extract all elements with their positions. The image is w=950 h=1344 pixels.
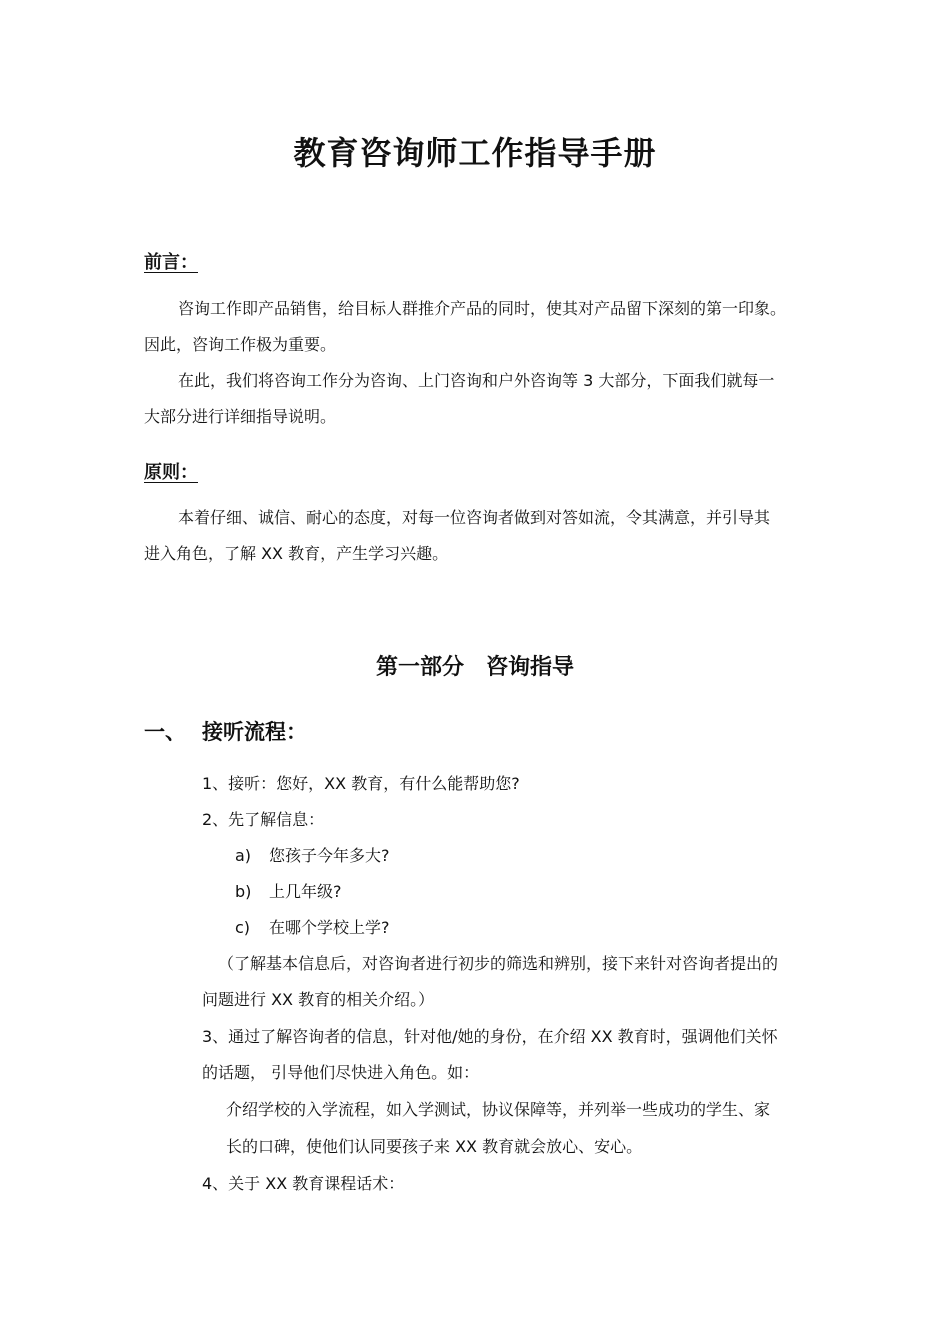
principle-heading: 原则： bbox=[144, 462, 198, 483]
section-title: 接听流程： bbox=[202, 720, 307, 744]
sub-item bbox=[235, 910, 390, 946]
preface-line: 因此，咨询工作极为重要。 bbox=[144, 335, 337, 354]
step-4: 4、关于 XX 教育课程话术： bbox=[202, 1174, 405, 1193]
step-3: 3、通过了解咨询者的信息，针对他/她的身份，在介绍 XX 教育时，强调他们关怀 bbox=[202, 1027, 778, 1046]
principle-paragraph bbox=[144, 500, 814, 572]
step-1: 1、接听：您好，XX 教育，有什么能帮助您? bbox=[202, 774, 520, 793]
sub-item-text: 上几年级? bbox=[269, 882, 342, 901]
sub-item-letter: c) bbox=[235, 918, 251, 937]
note-line: 问题进行 XX 教育的相关介绍。） bbox=[202, 990, 435, 1009]
sub-item bbox=[235, 874, 342, 910]
example-line: 长的口碑，使他们认同要孩子来 XX 教育就会放心、安心。 bbox=[226, 1137, 643, 1156]
example-line: 介绍学校的入学流程，如入学测试，协议保障等，并列举一些成功的学生、家 bbox=[226, 1100, 771, 1119]
principle-line: 本着仔细、诚信、耐心的态度，对每一位咨询者做到对答如流，令其满意，并引导其 bbox=[178, 508, 771, 527]
preface-line: 咨询工作即产品销售，给目标人群推介产品的同时，使其对产品留下深刻的第一印象。 bbox=[178, 299, 787, 318]
sub-item-text: 您孩子今年多大? bbox=[269, 846, 390, 865]
principle-line: 进入角色，了解 XX 教育，产生学习兴趣。 bbox=[144, 544, 449, 563]
preface-heading: 前言： bbox=[144, 252, 198, 273]
part-title bbox=[0, 650, 950, 681]
sub-item-letter: a) bbox=[235, 846, 252, 865]
note-line: （了解基本信息后，对咨询者进行初步的筛选和辨别，接下来针对咨询者提出的 bbox=[218, 954, 779, 973]
preface-line: 在此，我们将咨询工作分为咨询、上门咨询和户外咨询等 3 大部分，下面我们就每一 bbox=[178, 371, 775, 390]
step-3-continued: 的话题， 引导他们尽快进入角色。如： bbox=[202, 1063, 480, 1082]
sub-item-letter: b) bbox=[235, 882, 252, 901]
step-2: 2、先了解信息： bbox=[202, 810, 325, 829]
document-title: 教育咨询师工作指导手册 bbox=[293, 134, 657, 172]
section-number: 一、 bbox=[144, 720, 186, 744]
sub-item-text: 在哪个学校上学? bbox=[269, 918, 390, 937]
preface-paragraph bbox=[144, 291, 814, 435]
part-prefix: 第一部分 bbox=[375, 655, 464, 680]
section-heading bbox=[144, 716, 307, 746]
preface-line: 大部分进行详细指导说明。 bbox=[144, 407, 337, 426]
sub-item bbox=[235, 838, 390, 874]
part-name: 咨询指导 bbox=[486, 655, 575, 680]
